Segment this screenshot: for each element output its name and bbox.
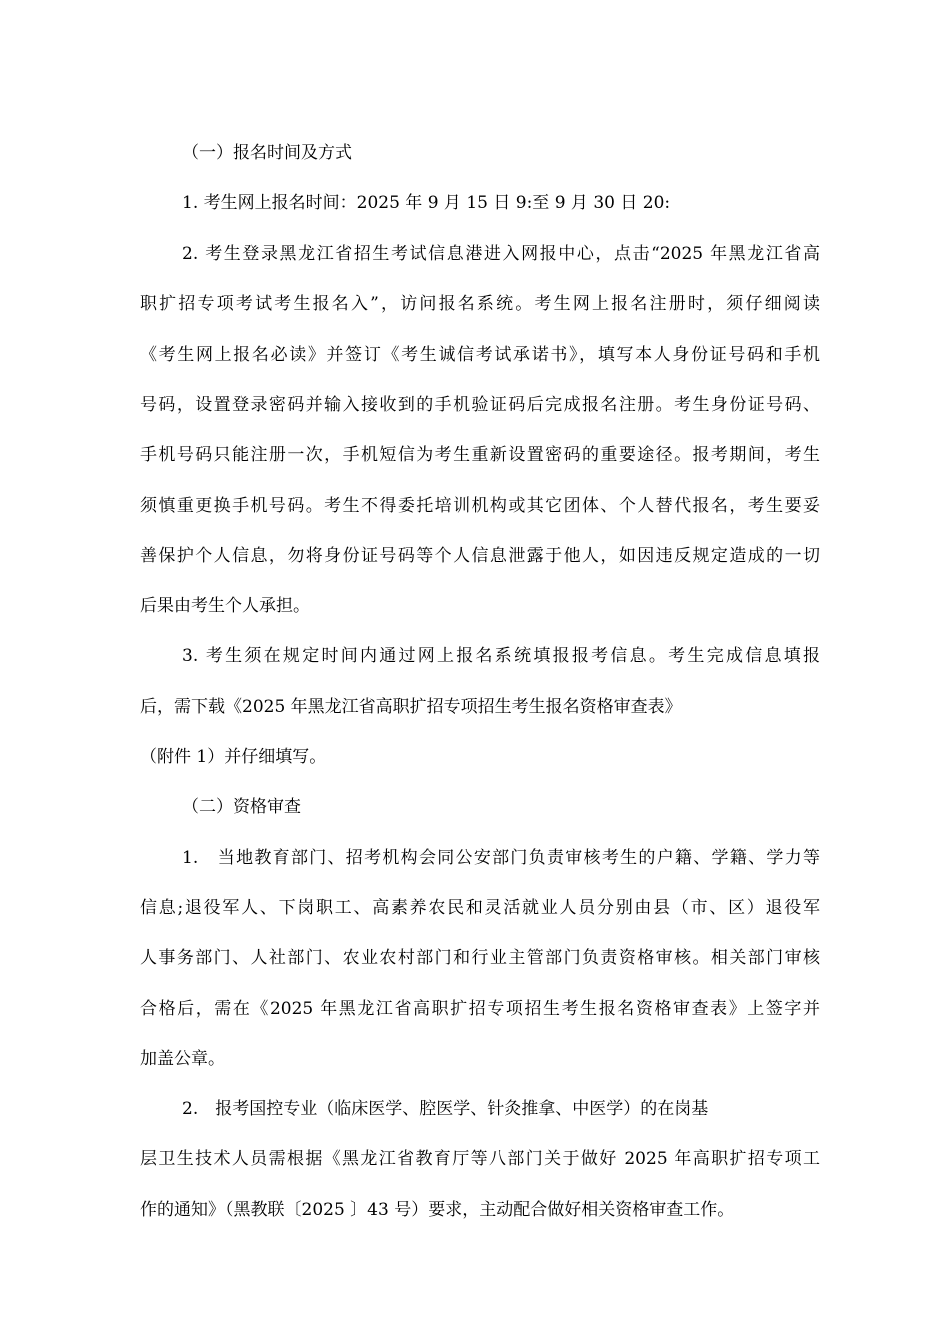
paragraph-line: 2. 报考国控专业（临床医学、腔医学、针灸推拿、中医学）的在岗基 <box>182 1099 709 1119</box>
paragraph-line: 1. 考生网上报名时间：2025 年 9 月 15 日 9:至 9 月 30 日 20: <box>182 193 671 213</box>
paragraph-line: 作的通知》（黑教联〔2025 〕43 号）要求，主动配合做好相关资格审查工作。 <box>140 1200 735 1220</box>
paragraph-line: 3. 考生须在规定时间内通过网上报名系统填报报考信息。考生完成信息填报 <box>182 646 820 666</box>
paragraph-line: 层卫生技术人员需根据《黑龙江省教育厅等八部门关于做好 2025 年高职扩招专项工 <box>140 1149 820 1169</box>
section-heading-registration: （一）报名时间及方式 <box>182 143 352 163</box>
paragraph-line: 后果由考生个人承担。 <box>140 596 310 616</box>
paragraph-line: 1. 当地教育部门、招考机构会同公安部门负责审核考生的户籍、学籍、学力等 <box>182 848 820 868</box>
paragraph-line: 号码，设置登录密码并输入接收到的手机验证码后完成报名注册。考生身份证号码、 <box>140 395 820 415</box>
paragraph-line: 须慎重更换手机号码。考生不得委托培训机构或其它团体、个人替代报名，考生要妥 <box>140 496 820 516</box>
paragraph-line: 人事务部门、人社部门、农业农村部门和行业主管部门负责资格审核。相关部门审核 <box>140 948 820 968</box>
paragraph-line: 信息;退役军人、下岗职工、高素养农民和灵活就业人员分别由县（市、区）退役军 <box>140 898 820 918</box>
paragraph-line: 后，需下载《2025 年黑龙江省高职扩招专项招生考生报名资格审查表》 <box>140 697 682 717</box>
paragraph-line: 职扩招专项考试考生报名入”，访问报名系统。考生网上报名注册时，须仔细阅读 <box>140 294 820 314</box>
paragraph-line: 《考生网上报名必读》并签订《考生诚信考试承诺书》，填写本人身份证号码和手机 <box>140 345 820 365</box>
paragraph-line: 加盖公章。 <box>140 1049 225 1069</box>
paragraph-line: 善保护个人信息，勿将身份证号码等个人信息泄露于他人，如因违反规定造成的一切 <box>140 546 820 566</box>
paragraph-line: 手机号码只能注册一次，手机短信为考生重新设置密码的重要途径。报考期间，考生 <box>140 445 820 465</box>
paragraph-line: 合格后，需在《2025 年黑龙江省高职扩招专项招生考生报名资格审查表》上签字并 <box>140 999 820 1019</box>
paragraph-line: 2. 考生登录黑龙江省招生考试信息港进入网报中心，点击“2025 年黑龙江省高 <box>182 244 820 264</box>
section-heading-qualification: （二）资格审查 <box>182 797 301 817</box>
paragraph-line: （附件 1）并仔细填写。 <box>140 747 327 767</box>
